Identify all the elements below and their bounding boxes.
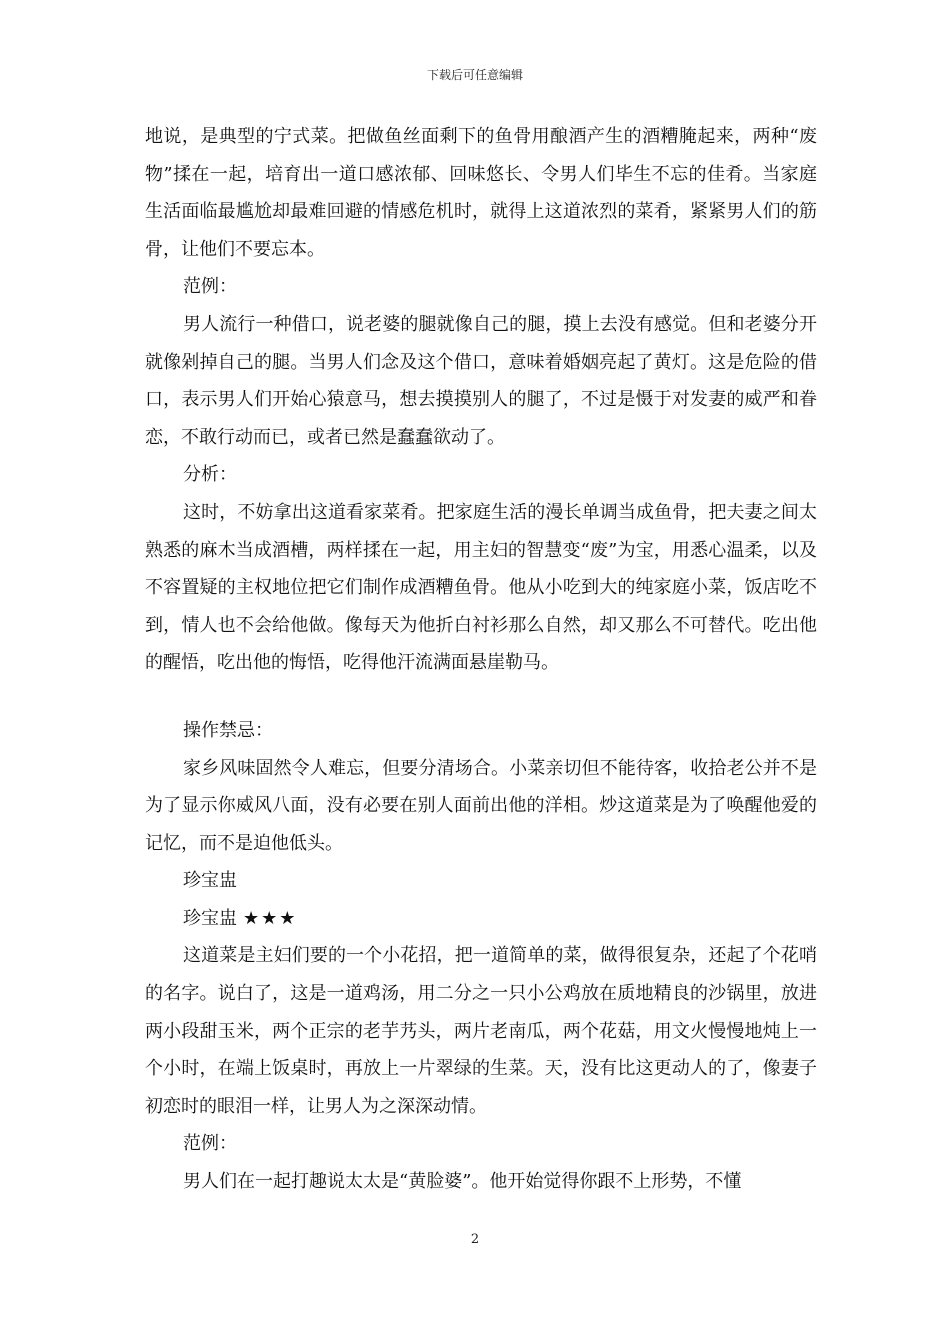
star-rating: ★★★ <box>243 907 298 929</box>
dish-heading: 珍宝盅 <box>183 870 237 892</box>
section-label-taboo: 操作禁忌： <box>183 719 273 741</box>
paragraph: 家乡风味固然令人难忘，但要分清场合。小菜亲切但不能待客，收拾老公并不是为了显示你威风八面，没有必要在别人面前出他的洋相。炒这道菜是为了唤醒他爱的记忆，而不是迫他低头。 <box>145 757 817 854</box>
paragraph: 地说，是典型的宁式菜。把做鱼丝面剩下的鱼骨用酿酒产生的酒糟腌起来，两种“废物”揉在一起，培育出一道口感浓郁、回味悠长、令男人们毕生不忘的佳肴。当家庭生活面临最尴尬却最难回避的情感危机时，就得上这道浓烈的菜肴，紧紧男人们的筋骨，让他们不要忘本。 <box>145 126 817 260</box>
paragraph: 这时，不妨拿出这道看家菜肴。把家庭生活的漫长单调当成鱼骨，把夫妻之间太熟悉的麻木当成酒槽，两样揉在一起，用主妇的智慧变“废”为宝，用悉心温柔，以及不容置疑的主权地位把它们制作成酒糟鱼骨。他从小吃到大的纯家庭小菜，饭店吃不到，情人也不会给他做。像每天为他折白衬衫那么自然，却又那么不可替代。吃出他的醒悟，吃出他的悔悟，吃得他汗流满面悬崖勒马。 <box>145 501 817 674</box>
paragraph: 男人流行一种借口，说老婆的腿就像自己的腿，摸上去没有感觉。但和老婆分开就像剁掉自己的腿。当男人们念及这个借口，意味着婚姻亮起了黄灯。这是危险的借口，表示男人们开始心猿意马，想去摸摸别人的腿了，不过是慑于对发妻的威严和眷恋，不敢行动而已，或者已然是蠢蠢欲动了。 <box>145 313 817 448</box>
section-label-example: 范例： <box>183 276 237 298</box>
paragraph: 男人们在一起打趣说太太是“黄脸婆”。他开始觉得你跟不上形势，不懂 <box>183 1171 742 1193</box>
paragraph: 这道菜是主妇们要的一个小花招，把一道简单的菜，做得很复杂，还起了个花哨的名字。说白了，这是一道鸡汤，用二分之一只小公鸡放在质地精良的沙锅里，放进两小段甜玉米，两个正宗的老芋艿头，两片老南瓜，两个花菇，用文火慢慢地炖上一个小时，在端上饭桌时，再放上一片翠绿的生菜。天，没有比这更动人的了，像妻子初恋时的眼泪一样，让男人为之深深动情。 <box>145 945 817 1117</box>
paragraph-gap <box>145 682 817 712</box>
section-label-analysis: 分析： <box>183 464 237 486</box>
page-header: 下载后可任意编辑 <box>426 68 523 82</box>
dish-heading-rated <box>145 900 817 938</box>
dish-name: 珍宝盅 <box>183 907 237 929</box>
section-label-example: 范例： <box>183 1133 237 1155</box>
page-number: 2 <box>470 1232 480 1247</box>
document-body <box>145 118 817 1201</box>
